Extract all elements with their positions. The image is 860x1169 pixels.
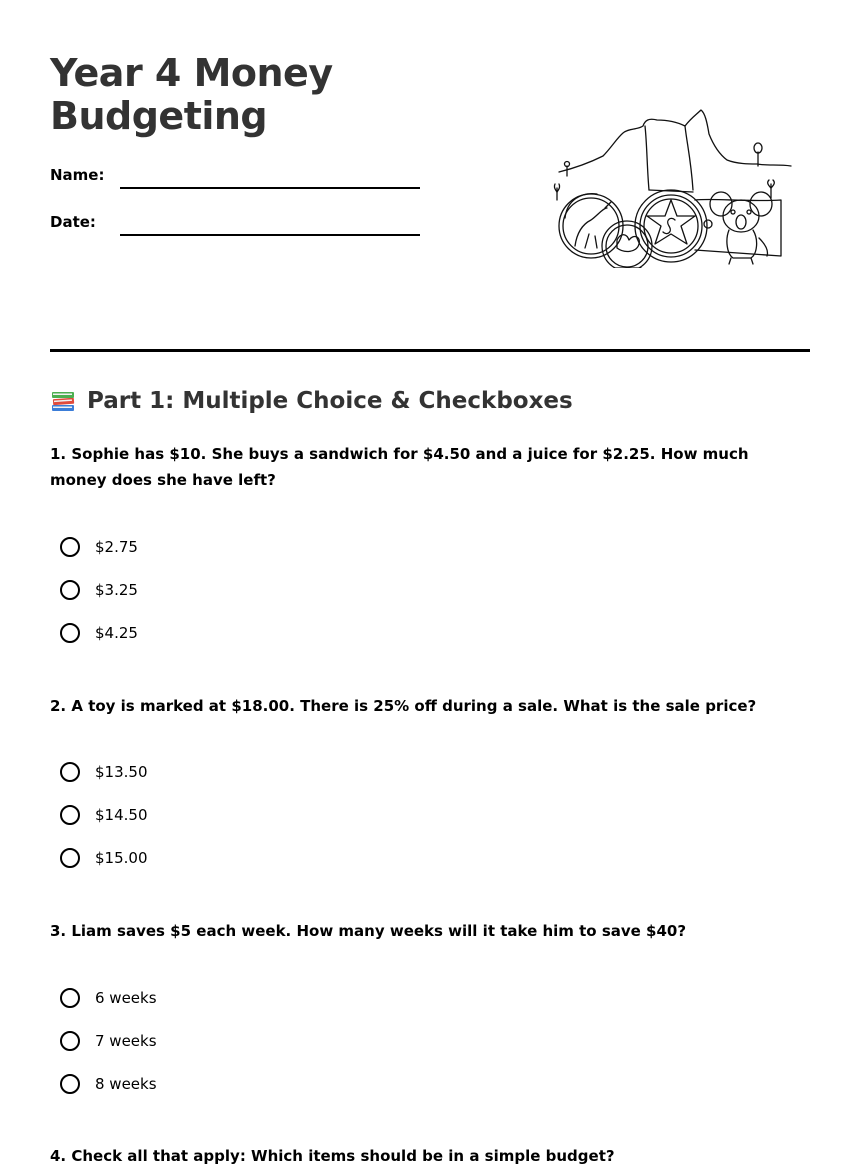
section-heading-text: Part 1: Multiple Choice & Checkboxes xyxy=(87,388,573,414)
worksheet-title: Year 4 Money Budgeting xyxy=(50,51,333,138)
option-label: 7 weeks xyxy=(95,1032,157,1050)
radio-button[interactable] xyxy=(60,848,80,868)
name-label: Name: xyxy=(50,166,105,184)
option-label: 6 weeks xyxy=(95,989,157,1007)
question-4: 4. Check all that apply: Which items should be in a simple budget? xyxy=(50,1147,615,1165)
option-label: $13.50 xyxy=(95,763,148,781)
radio-button[interactable] xyxy=(60,805,80,825)
option-label: $4.25 xyxy=(95,624,138,642)
books-icon xyxy=(50,388,76,414)
question-2: 2. A toy is marked at $18.00. There is 25% off during a sale. What is the sale price? xyxy=(50,697,757,715)
question-2-option-1[interactable] xyxy=(60,762,148,782)
australia-coins-koala-illustration xyxy=(545,108,795,268)
radio-button[interactable] xyxy=(60,1031,80,1051)
question-1-option-3[interactable] xyxy=(60,623,138,643)
question-3: 3. Liam saves $5 each week. How many weeks will it take him to save $40? xyxy=(50,922,687,940)
radio-button[interactable] xyxy=(60,537,80,557)
question-1: 1. Sophie has $10. She buys a sandwich for $4.50 and a juice for $2.25. How much money does she have left? xyxy=(50,445,749,489)
question-3-option-1[interactable] xyxy=(60,988,157,1008)
name-field[interactable] xyxy=(120,187,420,189)
question-2-option-3[interactable] xyxy=(60,848,148,868)
question-3-option-3[interactable] xyxy=(60,1074,157,1094)
question-3-option-2[interactable] xyxy=(60,1031,157,1051)
question-2-option-2[interactable] xyxy=(60,805,148,825)
section-divider xyxy=(50,349,810,352)
radio-button[interactable] xyxy=(60,762,80,782)
option-label: $2.75 xyxy=(95,538,138,556)
question-1-option-1[interactable] xyxy=(60,537,138,557)
radio-button[interactable] xyxy=(60,988,80,1008)
radio-button[interactable] xyxy=(60,623,80,643)
option-label: $14.50 xyxy=(95,806,148,824)
date-label: Date: xyxy=(50,213,96,231)
date-field[interactable] xyxy=(120,234,420,236)
radio-button[interactable] xyxy=(60,580,80,600)
option-label: 8 weeks xyxy=(95,1075,157,1093)
option-label: $3.25 xyxy=(95,581,138,599)
question-1-option-2[interactable] xyxy=(60,580,138,600)
section-heading xyxy=(50,388,573,414)
option-label: $15.00 xyxy=(95,849,148,867)
radio-button[interactable] xyxy=(60,1074,80,1094)
